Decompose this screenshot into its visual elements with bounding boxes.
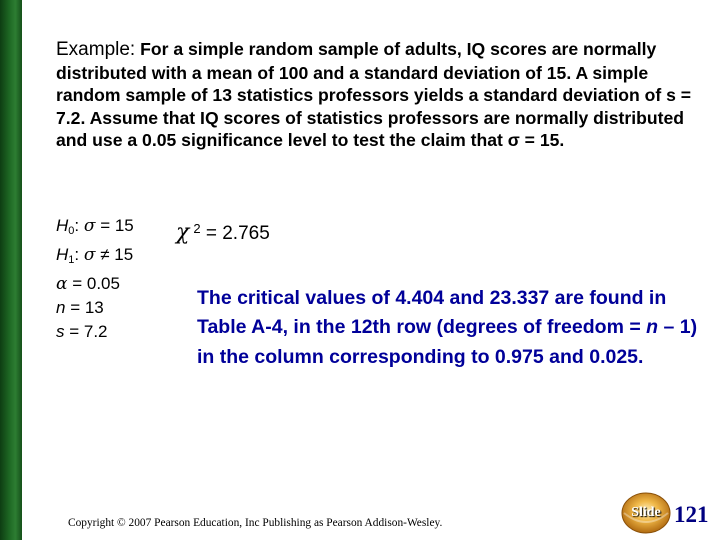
hypotheses-block: [56, 214, 134, 344]
copyright-notice: Copyright © 2007 Pearson Education, Inc Publishing as Pearson Addison-Wesley.: [68, 517, 443, 529]
example-text: [56, 38, 696, 152]
sample-size: n = 13: [56, 298, 104, 317]
alternative-hypothesis: $H_1$: σ ≠ 15: [56, 245, 134, 266]
slide-number: 121: [674, 502, 709, 527]
slide-label: Slide: [631, 505, 661, 520]
chi-square-statistic: χ $^2$ = 2.765: [176, 220, 270, 245]
green-side-bar: [0, 0, 22, 540]
sample-std-dev: s = 7.2: [56, 322, 108, 341]
alpha-level: α = 0.05: [56, 274, 120, 294]
critical-values-text: The critical values of 4.404 and 23.337 are found in Table A-4, in the 12th row (degrees of freedom = n – 1) in the column corresponding to 0.975 and 0.025.: [197, 287, 698, 368]
example-label: Example:: [56, 39, 136, 60]
slide-badge: [620, 491, 672, 535]
null-hypothesis: $H_0$: σ = 15: [56, 216, 134, 237]
example-body: For a simple random sample of adults, IQ scores are normally distributed with a mean of 100 and a standard deviation of 15. A simple random sample of 13 statistics professors yields a standard deviation of s = 7.2. Assume that IQ scores of statistics professors are normally distributed and use a 0.05 significance level to test the claim that σ = 15.: [56, 39, 692, 150]
